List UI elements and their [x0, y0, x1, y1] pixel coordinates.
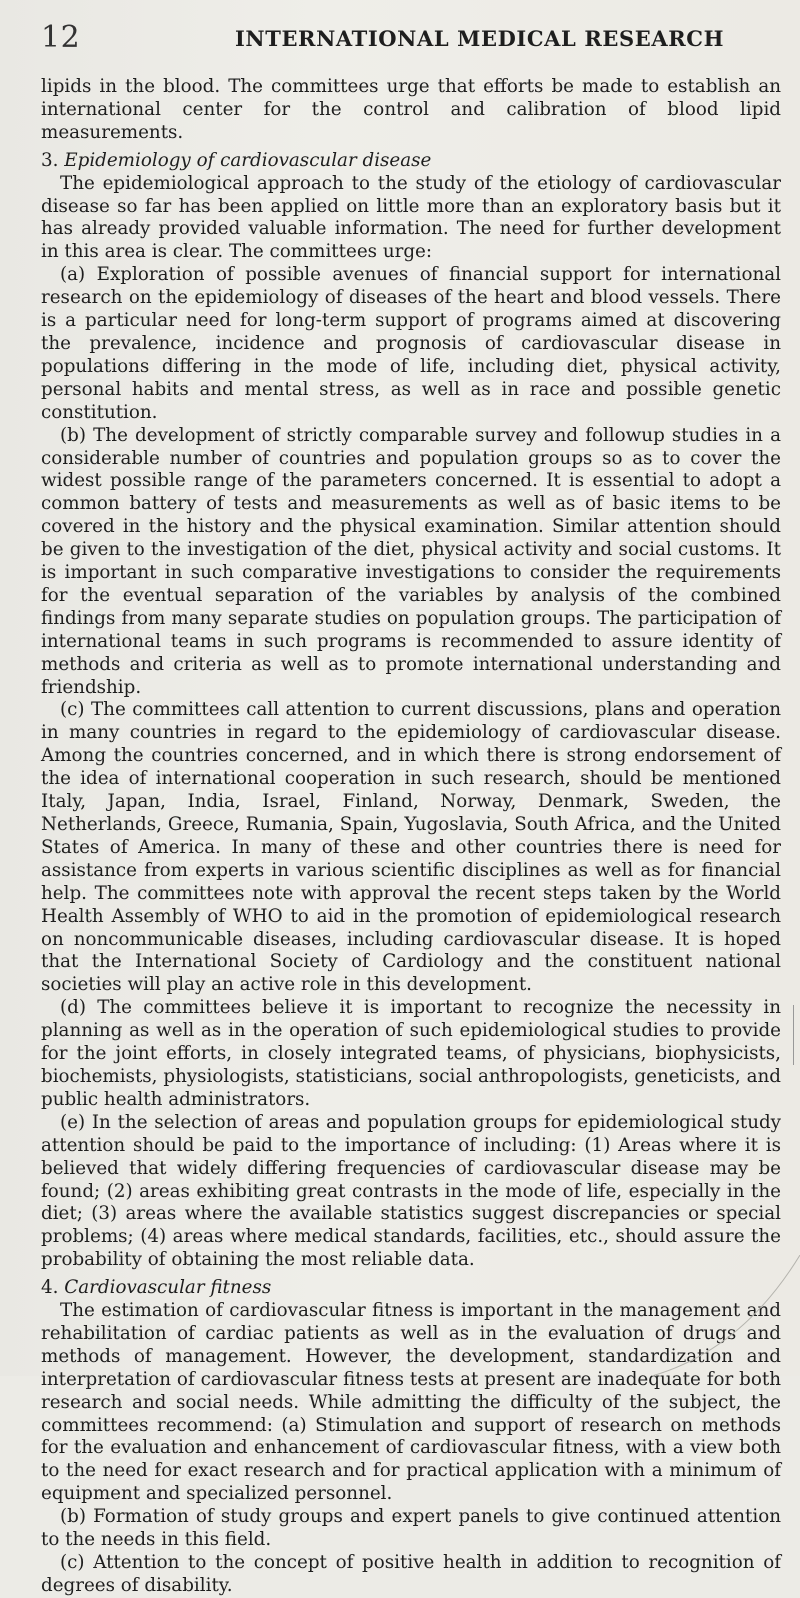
page-edge-mark — [793, 1005, 794, 1065]
section-title: Cardiovascular fitness — [64, 1277, 272, 1299]
section-heading-epidemiology — [41, 150, 781, 173]
paragraph-item-e: (e) In the selection of areas and population groups for epidemiological study attention should be paid to the importance of including: (1) Areas where it is believed that widely differing frequencies of cardiovascular disease may be found; (2) areas exhibiting great contrasts in the mode of life, especially in the diet; (3) areas where the available statistics suggest discrepancies or special problems; (4) areas where medical standards, facilities, etc., should assure the probability of obtaining the most reliable data. — [41, 1111, 781, 1271]
section-number: 4. — [41, 1277, 59, 1299]
page-header — [41, 20, 781, 60]
page-edge-curve — [652, 1255, 800, 1376]
section-title: Epidemiology of cardiovascular disease — [64, 149, 432, 171]
paragraph-item-b: (b) The development of strictly comparable survey and followup studies in a considerable number of countries and population groups so as to cover the widest possible range of the parameters concerned. It is essential to adopt a common battery of tests and measurements as well as of basic items to be covered in the history and the physical examination. Similar attention should be given to the investigation of the diet, physical activity and social customs. It is important in such comparative investigations to consider the requirements for the eventual separation of the variables by analysis of the combined findings from many separate studies on population groups. The participation of international teams in such programs is recommended to assure identity of methods and criteria as well as to promote international understanding and friendship. — [41, 424, 781, 698]
page-number: 12 — [41, 20, 81, 55]
paragraph-item-d: (d) The committees believe it is important to recognize the necessity in planning as well as in the operation of such epidemiological studies to provide for the joint efforts, in closely integrated teams, of physicians, biophysicists, biochemists, physiologists, statisticians, social anthropologists, geneticists, and public health administrators. — [41, 997, 781, 1110]
paragraph-item-a: (a) Exploration of possible avenues of financial support for international research on the epidemiology of diseases of the heart and blood vessels. There is a particular need for long-term support of programs aimed at discovering the prevalence, incidence and prognosis of cardiovascular disease in populations differing in the mode of life, including diet, physical activity, personal habits and mental stress, as well as in race and possible genetic constitution. — [41, 264, 781, 423]
paragraph-continued: lipids in the blood. The committees urge that efforts be made to establish an international center for the control and calibration of blood lipid measurements. — [41, 76, 781, 143]
paragraph-fitness-intro: The estimation of cardiovascular fitness is important in the management and rehabilitation of cardiac patients as well as in the evaluation of drugs and methods of management. However, the development, standardization and interpretation of cardiovascular fitness tests at present are inadequate for both research and social needs. While admitting the difficulty of the subject, the committees recommend: (a) Stimulation and support of research on methods for the evaluation and enhancement of cardiovascular fitness, with a view both to the need for exact research and for practical application with a minimum of equipment and specialized personnel. — [41, 1300, 781, 1505]
paragraph-item-c: (c) The committees call attention to current discussions, plans and operation in many countries in regard to the epidemiology of cardiovascular disease. Among the countries concerned, and in which there is strong endorsement of the idea of international cooperation in such research, should be mentioned Italy, Japan, India, Israel, Finland, Norway, Denmark, Sweden, the Netherlands, Greece, Rumania, Spain, Yugoslavia, South Africa, and the United States of America. In many of these and other countries there is need for assistance from experts in various scientific disciplines as well as for financial help. The committees note with approval the recent steps taken by the World Health Assembly of WHO to aid in the promotion of epidemiological research on noncommunicable diseases, including cardiovascular disease. It is hoped that the International Society of Cardiology and the constituent national societies will play an active role in this development. — [41, 699, 781, 996]
paragraph-epidemiology-intro: The epidemiological approach to the study of the etiology of cardiovascular disease so far has been applied on little more than an exploratory basis but it has already provided valuable information. The need for further development in this area is clear. The committees urge: — [41, 172, 781, 263]
running-head: INTERNATIONAL MEDICAL RESEARCH — [235, 26, 725, 51]
section-number: 3. — [41, 149, 59, 171]
paragraph-fitness-c: (c) Attention to the concept of positive health in addition to recognition of degrees of disability. — [41, 1552, 781, 1596]
paragraph-fitness-b: (b) Formation of study groups and expert panels to give continued attention to the needs in this field. — [41, 1506, 781, 1551]
